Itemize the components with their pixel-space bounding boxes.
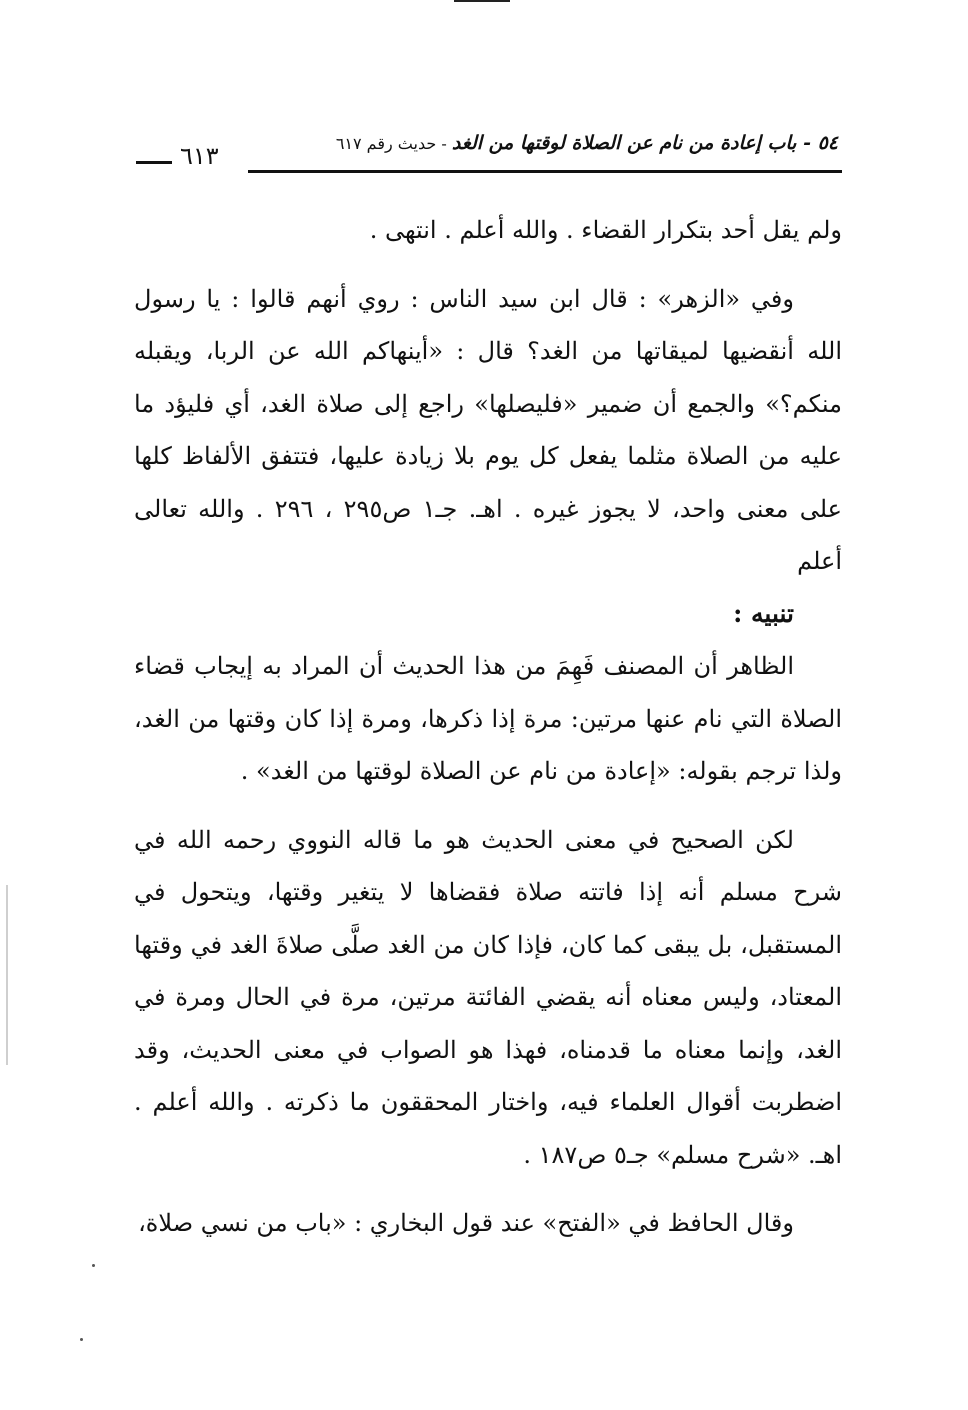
scan-speck xyxy=(92,1264,95,1267)
paragraph-1: ولم يقل أحد بتكرار القضاء . والله أعلم . انتهى . xyxy=(369,216,842,244)
paragraph-2: وفي «الزهر» : قال ابن سيد الناس : روي أنهم قالوا : يا رسول الله أنقضيها لميقاتها من الغد؟ قال : «أينهاكم الله عن الربا، ويقبله منكم؟» والجمع أن ضمير «فليصلها» راجع إلى صلاة الغد، أي فليؤد ما عليه من الصلاة مثلما يفعل كل يوم بلا زيادة عليها، فتتفق الألفاظ كلها على معنى واحد، لا يجوز غيره . اهـ. جـ١ ص٢٩٥ ، ٢٩٦ . والله تعالى أعلم xyxy=(134,284,842,575)
scan-edge-shadow xyxy=(6,885,8,1065)
page-number: ٦١٣ xyxy=(180,142,219,170)
header-rule xyxy=(248,170,842,173)
chapter-title xyxy=(336,132,838,154)
notice-heading: تنبيه : xyxy=(733,598,794,628)
hadith-reference: - حديث رقم ٦١٧ xyxy=(335,134,452,153)
main-text xyxy=(134,204,842,1250)
scan-speck xyxy=(80,1338,83,1341)
paragraph-5: وقال الحافظ في «الفتح» عند قول البخاري : «باب من نسي صلاة، xyxy=(138,1209,794,1237)
page-number-dash xyxy=(136,161,172,164)
chapter-title-text: ٥٤ - باب إعادة من نام عن الصلاة لوقتها من الغد xyxy=(451,132,838,154)
running-header xyxy=(136,128,842,178)
scan-top-mark xyxy=(454,0,510,2)
paragraph-4: لكن الصحيح في معنى الحديث هو ما قاله النووي رحمه الله في شرح مسلم أنه إذا فاتته صلاة فقضاها لا يتغير وقتها، ويتحول في المستقبل، بل يبقى كما كان، فإذا كان من الغد صلَّى صلاةَ الغد في وقتها المعتاد، وليس معناه أنه يقضي الفائتة مرتين، مرة في الحال ومرة في الغد، وإنما معناه ما قدمناه، فهذا هو الصواب في معنى الحديث، وقد اضطربت أقوال العلماء فيه، واختار المحققون ما ذكرته . والله أعلم . اهـ. «شرح مسلم» جـ٥ ص١٨٧ . xyxy=(134,825,842,1169)
paragraph-3: الظاهر أن المصنف فَهِمَ من هذا الحديث أن المراد به إيجاب قضاء الصلاة التي نام عنها مرتين: مرة إذا ذكرها، ومرة إذا كان وقتها من الغد، ولذا ترجم بقوله: «إعادة من نام عن الصلاة لوقتها من الغد» . xyxy=(134,652,842,785)
